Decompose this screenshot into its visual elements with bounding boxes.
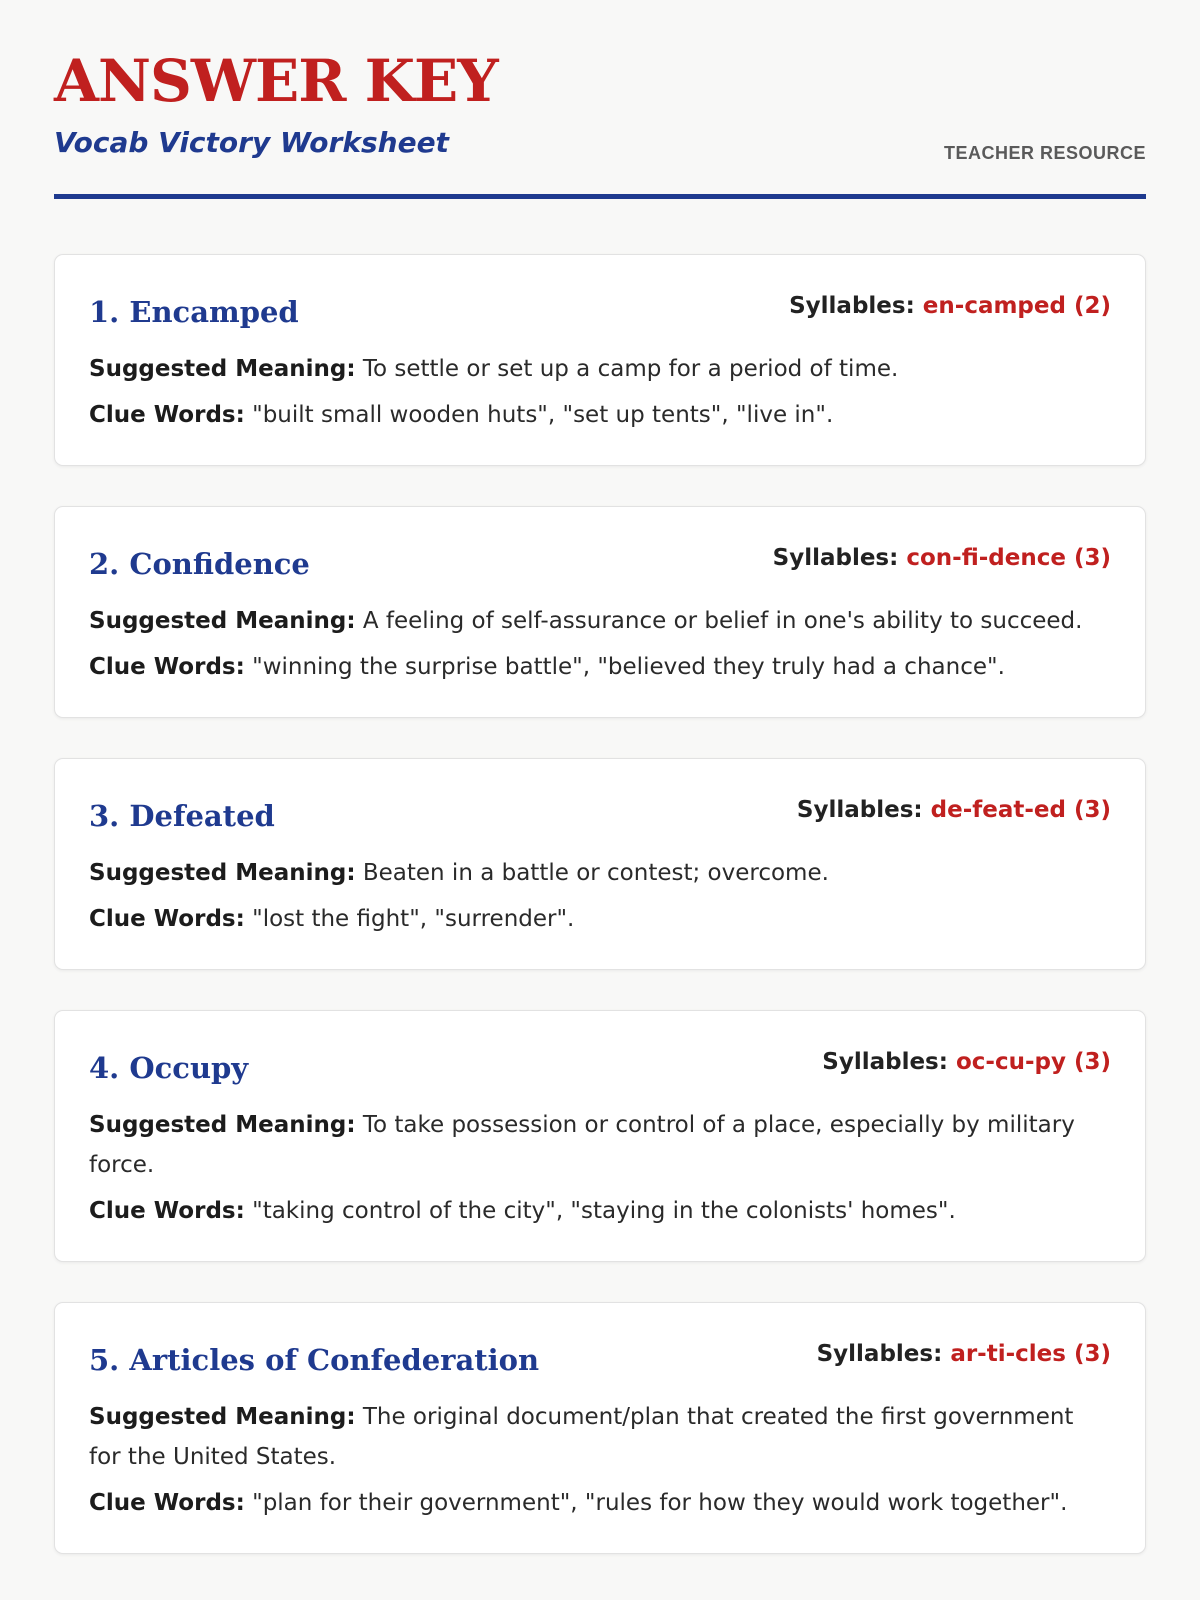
clue-words-text: "winning the surprise battle", "believed they truly had a chance". — [252, 654, 1005, 680]
meaning-label: Suggested Meaning: — [89, 1112, 356, 1138]
clue-words-label: Clue Words: — [89, 1198, 245, 1224]
clue-words-line — [89, 647, 1111, 687]
meaning-text: The original document/plan that created the first government for the United States. — [89, 1404, 1074, 1470]
meaning-text: To settle or set up a camp for a period of time. — [362, 356, 899, 382]
vocab-word-title: 3. Defeated — [89, 799, 275, 833]
header-divider — [54, 194, 1146, 199]
vocab-card — [54, 758, 1146, 970]
vocab-word-title: 4. Occupy — [89, 1051, 249, 1085]
clue-words-line — [89, 1483, 1111, 1523]
meaning-text: To take possession or control of a place, especially by military force. — [89, 1112, 1075, 1178]
meaning-label: Suggested Meaning: — [89, 356, 356, 382]
syllables-value: ar-ti-cles (3) — [950, 1341, 1111, 1367]
syllables-value: con-fi-dence (3) — [906, 545, 1111, 571]
syllables-label: Syllables: — [772, 545, 899, 571]
clue-words-label: Clue Words: — [89, 654, 245, 680]
clue-words-line — [89, 1191, 1111, 1231]
meaning-label: Suggested Meaning: — [89, 1404, 356, 1430]
meaning-text: Beaten in a battle or contest; overcome. — [362, 860, 829, 886]
syllables-value: en-camped (2) — [922, 293, 1111, 319]
clue-words-label: Clue Words: — [89, 402, 245, 428]
meaning-line — [89, 601, 1111, 641]
meaning-text: A feeling of self-assurance or belief in one's ability to succeed. — [362, 608, 1083, 634]
page-header — [54, 0, 1146, 200]
meaning-line — [89, 853, 1111, 893]
vocab-word-title: 1. Encamped — [89, 295, 299, 329]
page-subtitle: Vocab Victory Worksheet — [54, 126, 449, 159]
vocab-card — [54, 1010, 1146, 1262]
syllables-info — [773, 545, 1111, 571]
syllables-label: Syllables: — [796, 797, 923, 823]
syllables-label: Syllables: — [789, 293, 915, 319]
vocab-card — [54, 506, 1146, 718]
clue-words-label: Clue Words: — [89, 906, 245, 932]
clue-words-text: "built small wooden huts", "set up tents", "live in". — [252, 402, 834, 428]
meaning-line — [89, 1105, 1111, 1185]
syllables-value: de-feat-ed (3) — [930, 797, 1111, 823]
resource-badge: TEACHER RESOURCE — [943, 143, 1146, 163]
card-header — [89, 1339, 1111, 1397]
clue-words-line — [89, 395, 1111, 435]
vocab-card-list — [54, 200, 1146, 1554]
syllables-info — [789, 293, 1111, 319]
card-header — [89, 291, 1111, 349]
card-header — [89, 543, 1111, 601]
clue-words-text: "plan for their government", "rules for how they would work together". — [252, 1490, 1068, 1516]
syllables-value: oc-cu-py (3) — [955, 1049, 1111, 1075]
meaning-line — [89, 1397, 1111, 1477]
syllables-label: Syllables: — [822, 1049, 948, 1075]
vocab-card — [54, 1302, 1146, 1554]
vocab-word-title: 5. Articles of Confederation — [89, 1343, 540, 1377]
meaning-label: Suggested Meaning: — [89, 860, 356, 886]
syllables-label: Syllables: — [816, 1341, 943, 1367]
syllables-info — [817, 1341, 1111, 1367]
syllables-info — [797, 797, 1111, 823]
vocab-word-title: 2. Confidence — [89, 547, 310, 581]
vocab-card — [54, 254, 1146, 466]
card-header — [89, 795, 1111, 853]
clue-words-label: Clue Words: — [89, 1490, 245, 1516]
page-title: ANSWER KEY — [54, 47, 498, 115]
card-header — [89, 1047, 1111, 1105]
meaning-line — [89, 349, 1111, 389]
clue-words-text: "lost the fight", "surrender". — [252, 906, 575, 932]
meaning-label: Suggested Meaning: — [89, 608, 356, 634]
clue-words-text: "taking control of the city", "staying in the colonists' homes". — [252, 1198, 956, 1224]
syllables-info — [822, 1049, 1111, 1075]
clue-words-line — [89, 899, 1111, 939]
